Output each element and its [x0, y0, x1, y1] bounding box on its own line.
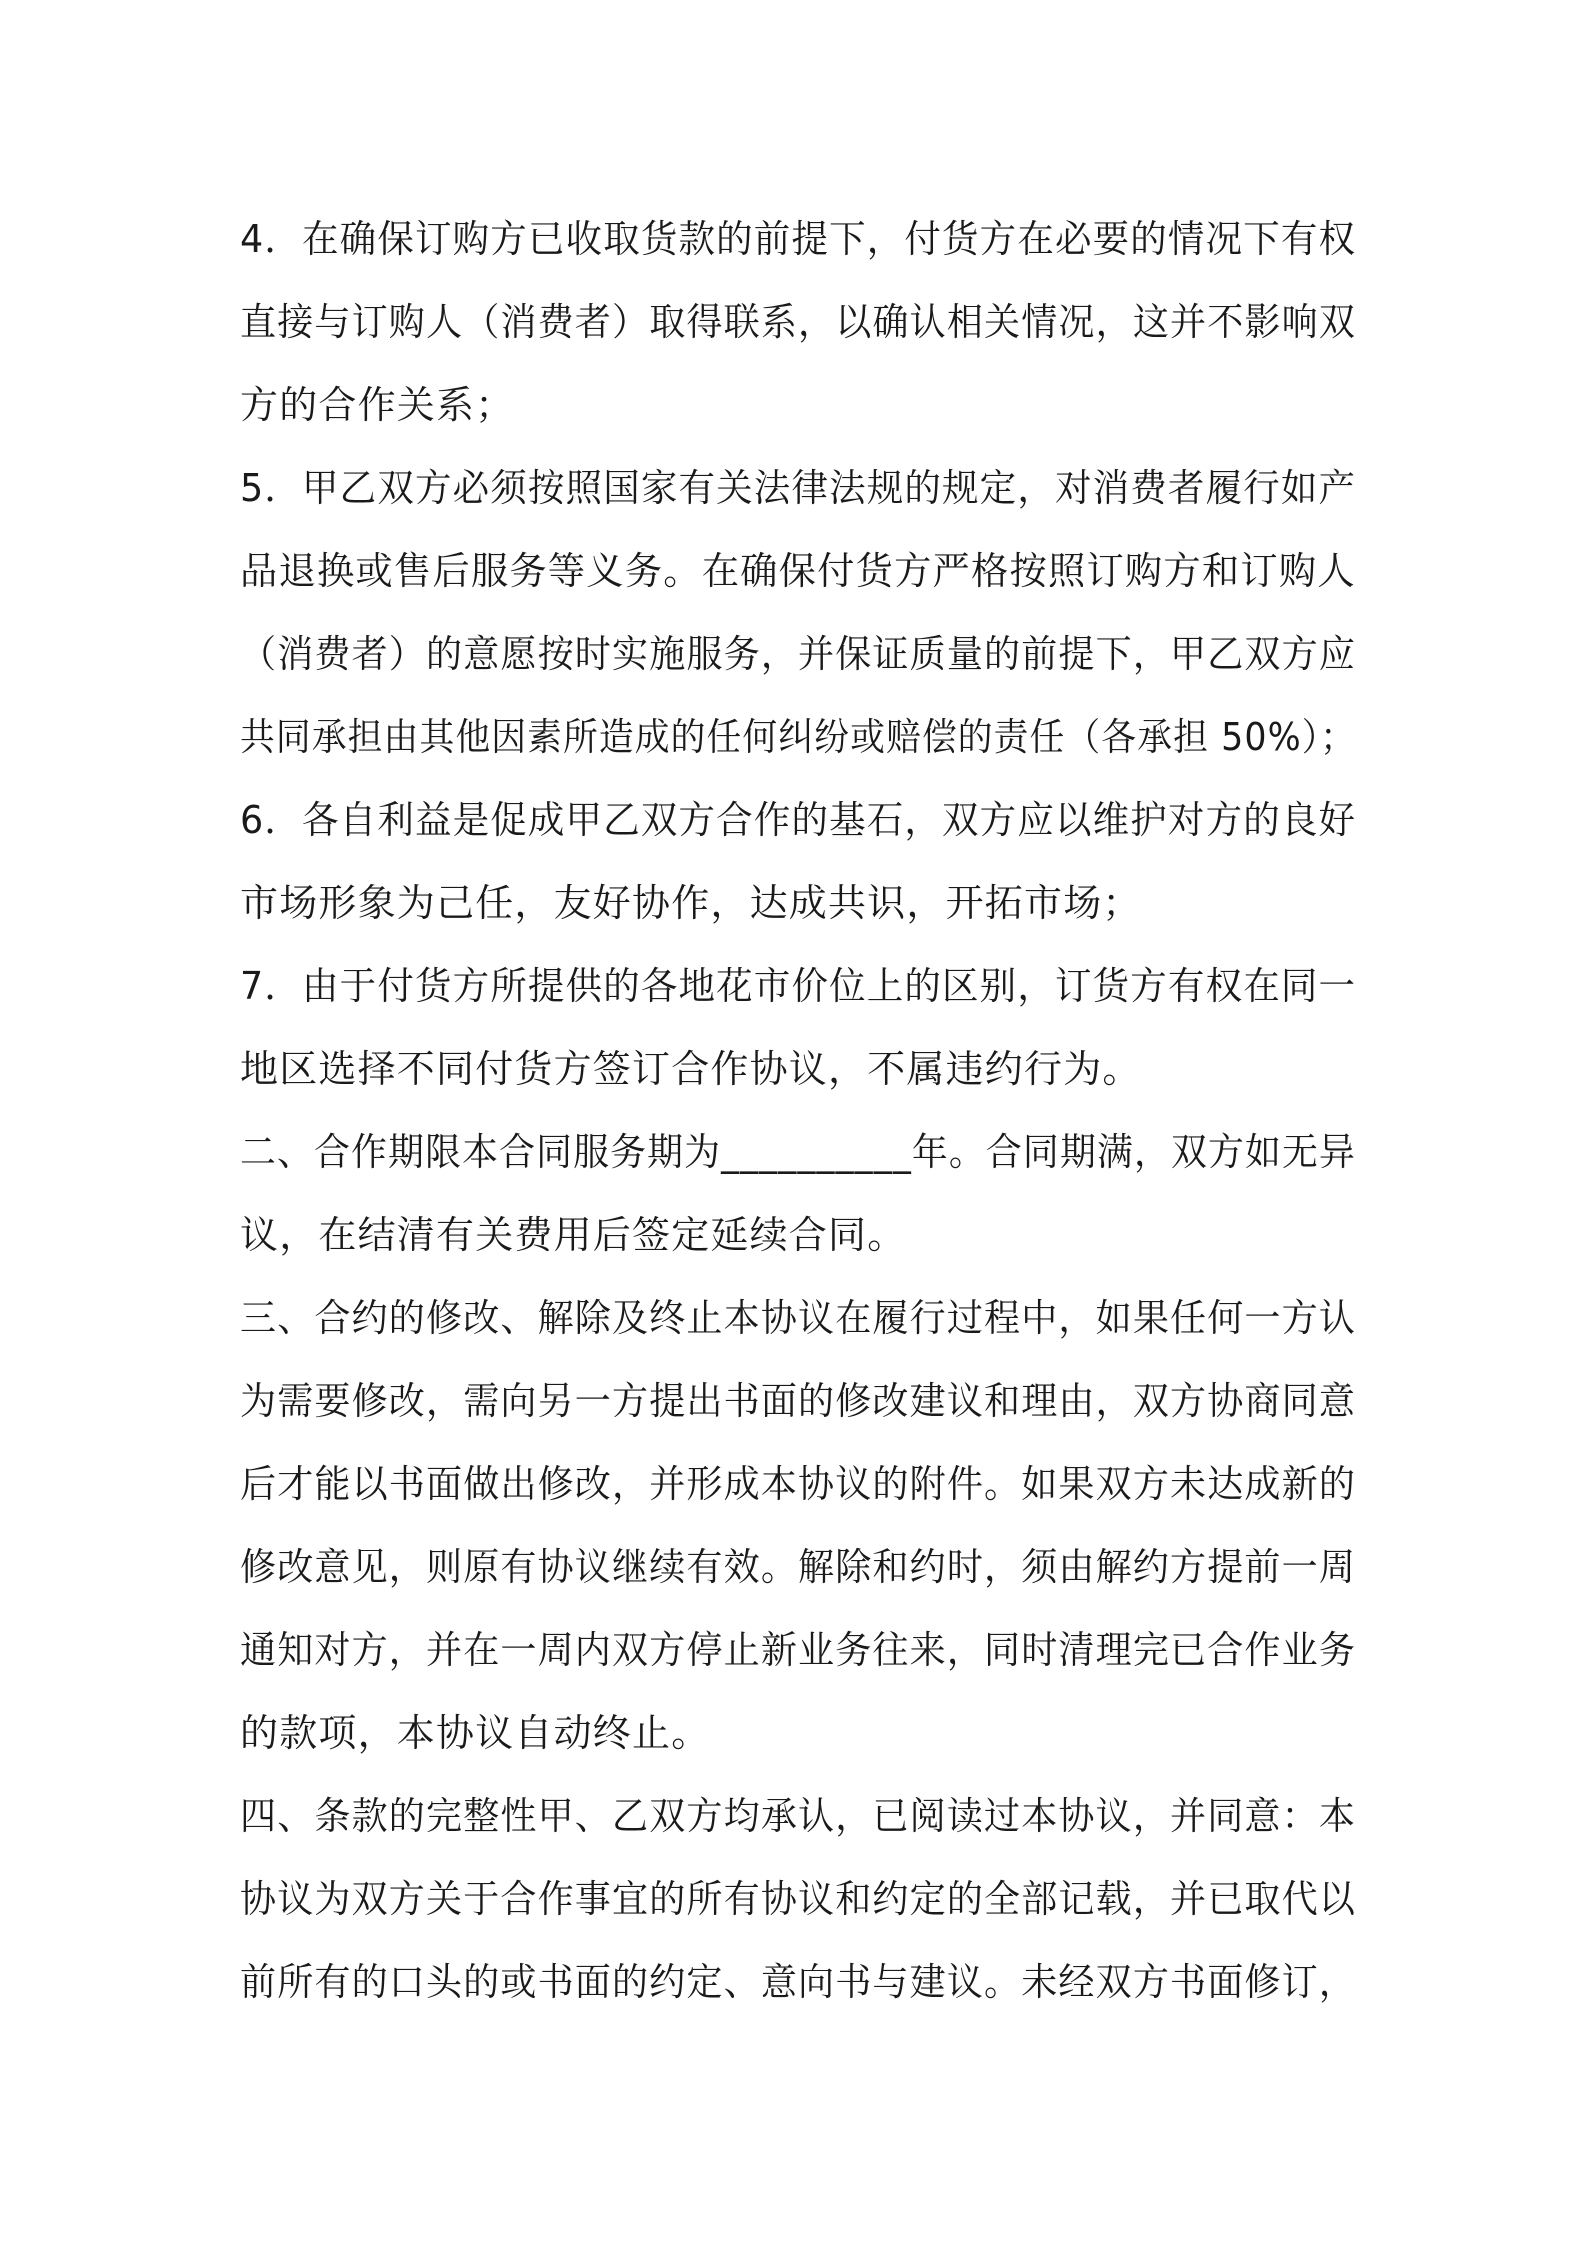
text-line: 共同承担由其他因素所造成的任何纠纷或赔偿的责任（各承担 50%）； — [240, 715, 1357, 759]
document-body — [240, 198, 1356, 2024]
text-line: 二、合作期限本合同服务期为__________年。合同期满，双方如无异 — [240, 1130, 1357, 1174]
text-line: 为需要修改，需向另一方提出书面的修改建议和理由，双方协商同意 — [240, 1379, 1357, 1423]
text-line: 协议为双方关于合作事宜的所有协议和约定的全部记载，并已取代以 — [240, 1877, 1357, 1921]
text-line: 修改意见，则原有协议继续有效。解除和约时，须由解约方提前一周 — [240, 1545, 1357, 1589]
text-line: 四、条款的完整性甲、乙双方均承认，已阅读过本协议，并同意：本 — [240, 1794, 1357, 1838]
text-line: 议，在结清有关费用后签定延续合同。 — [240, 1213, 907, 1257]
text-line: 前所有的口头的或书面的约定、意向书与建议。未经双方书面修订， — [240, 1960, 1357, 2004]
text-line: 市场形象为己任，友好协作，达成共识，开拓市场； — [240, 881, 1142, 925]
text-line: 5．甲乙双方必须按照国家有关法律法规的规定，对消费者履行如产 — [240, 466, 1357, 510]
text-line: 品退换或售后服务等义务。在确保付货方严格按照订购方和订购人 — [240, 549, 1356, 593]
text-line: 4．在确保订购方已收取货款的前提下，付货方在必要的情况下有权 — [240, 217, 1357, 261]
text-line: 的款项，本协议自动终止。 — [240, 1711, 711, 1755]
text-line: 三、合约的修改、解除及终止本协议在履行过程中，如果任何一方认 — [240, 1296, 1357, 1340]
text-line: （消费者）的意愿按时实施服务，并保证质量的前提下，甲乙双方应 — [240, 632, 1357, 676]
text-line: 方的合作关系； — [240, 383, 515, 427]
text-line: 7．由于付货方所提供的各地花市价位上的区别，订货方有权在同一 — [240, 964, 1357, 1008]
text-line: 6．各自利益是促成甲乙双方合作的基石，双方应以维护对方的良好 — [240, 798, 1357, 842]
text-line: 直接与订购人（消费者）取得联系，以确认相关情况，这并不影响双 — [240, 300, 1357, 344]
text-line: 地区选择不同付货方签订合作协议，不属违约行为。 — [240, 1047, 1142, 1091]
text-line: 通知对方，并在一周内双方停止新业务往来，同时清理完已合作业务 — [240, 1628, 1357, 1672]
text-line: 后才能以书面做出修改，并形成本协议的附件。如果双方未达成新的 — [240, 1462, 1357, 1506]
